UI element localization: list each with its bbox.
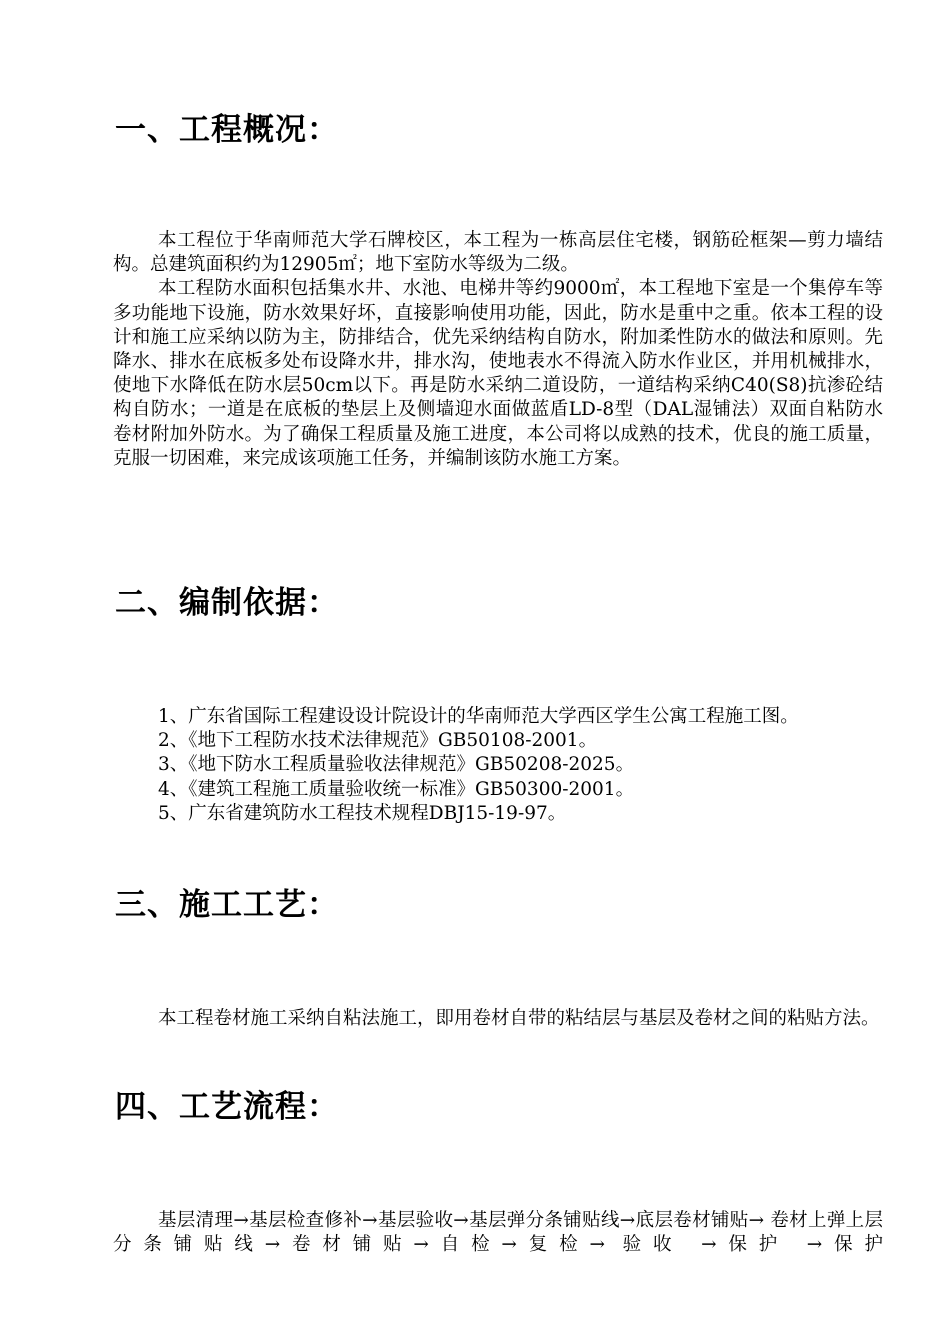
basis-item: 5、广东省建筑防水工程技术规程DBJ15-19-97。 bbox=[158, 802, 567, 824]
basis-item: 4、《建筑工程施工质量验收统一标准》GB50300-2001。 bbox=[158, 778, 635, 800]
overview-paragraph-2: 本工程防水面积包括集水井、水池、电梯井等约9000㎡，本工程地下室是一个集停车等多功能地下设施，防水效果好坏，直接影响使用功能，因此，防水是重中之重。依本工程的设计和施工应采纳以防为主，防排结合，优先采纳结构自防水，附加柔性防水的做法和原则。先降水、排水在底板多处布设降水井，排水沟，使地表水不得流入防水作业区，并用机械排水，使地下水降低在防水层50cm以下。再是防水采纳二道设防，一道结构采纳C40(S8)抗渗砼结构自防水；一道是在底板的垫层上及侧墙迎水面做蓝盾LD-8型（DAL湿铺法）双面自粘防水卷材附加外防水。为了确保工程质量及施工进度，本公司将以成熟的技术，优良的施工质量，克服一切困难，来完成该项施工任务，并编制该防水施工方案。 bbox=[113, 278, 883, 469]
overview-body bbox=[113, 229, 883, 471]
section-heading-basis: 二、编制依据： bbox=[115, 585, 339, 621]
basis-list bbox=[113, 705, 883, 826]
workflow-text: 基层清理→基层检查修补→基层验收→基层弹分条铺贴线→底层卷材铺贴→ 卷材上弹上层分条铺贴线→卷材铺贴→自检→复检→ 验收 →保护 →保护 bbox=[113, 1210, 883, 1256]
workflow-body bbox=[113, 1209, 883, 1257]
overview-paragraph-1: 本工程位于华南师范大学石牌校区，本工程为一栋高层住宅楼，钢筋砼框架—剪力墙结构。总建筑面积约为12905㎡；地下室防水等级为二级。 bbox=[113, 230, 883, 276]
process-body bbox=[113, 1007, 883, 1031]
section-heading-process: 三、施工工艺： bbox=[115, 887, 339, 923]
basis-item: 2、《地下工程防水技术法律规范》GB50108-2001。 bbox=[158, 730, 598, 752]
section-heading-workflow: 四、工艺流程： bbox=[115, 1089, 339, 1125]
basis-item: 3、《地下防水工程质量验收法律规范》GB50208-2025。 bbox=[158, 754, 635, 776]
process-paragraph: 本工程卷材施工采纳自粘法施工，即用卷材自带的粘结层与基层及卷材之间的粘贴方法。 bbox=[158, 1008, 880, 1029]
section-heading-overview: 一、工程概况： bbox=[115, 112, 339, 148]
basis-item: 1、广东省国际工程建设设计院设计的华南师范大学西区学生公寓工程施工图。 bbox=[158, 706, 799, 727]
